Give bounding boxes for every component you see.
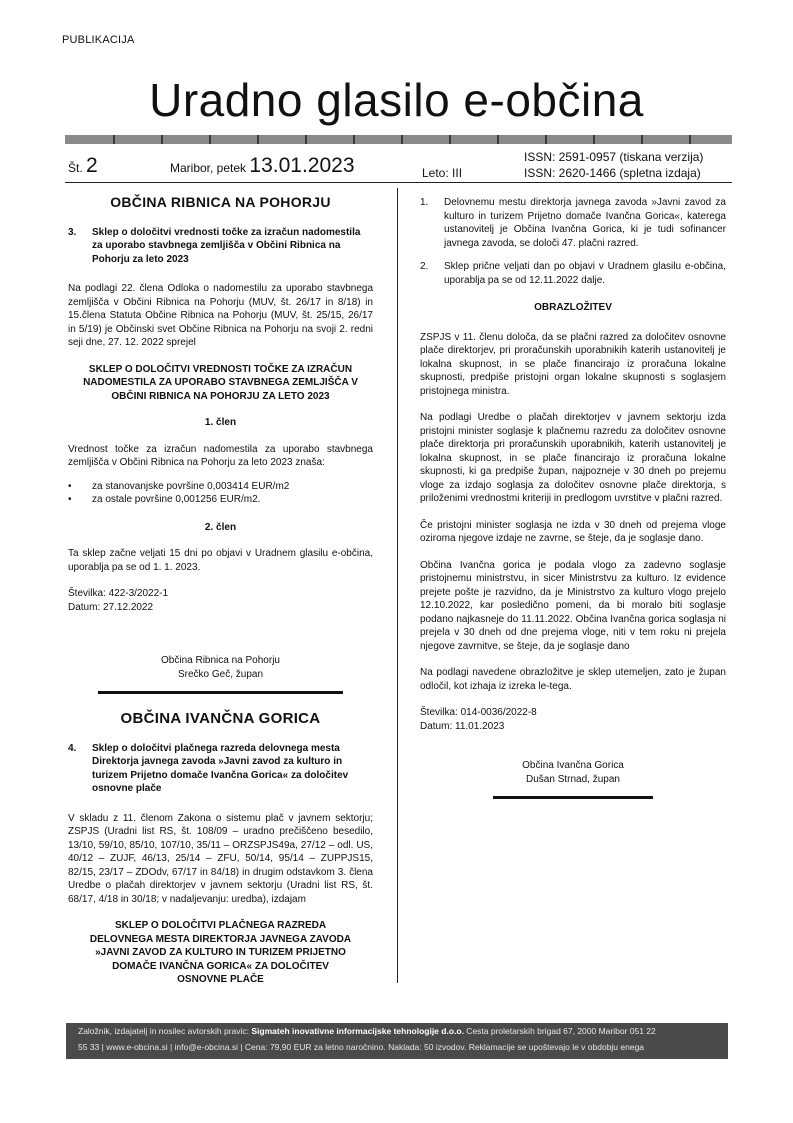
list-item: • za stanovanjske površine 0,003414 EUR/m2 <box>68 480 373 494</box>
value-list <box>68 480 373 507</box>
act-heading <box>68 742 373 796</box>
signature-office: Občina Ivančna Gorica <box>522 760 624 771</box>
masthead-rule <box>65 135 732 144</box>
column-separator <box>397 188 398 983</box>
act-title: Sklep o določitvi plačnega razreda delovnega mesta Direktorja javnega zavoda »Javni zavod za kulturo in turizem Prijetno domače Ivančna Gorica« za določitev osnovne plače <box>92 742 349 794</box>
signature-office: Občina Ribnica na Pohorju <box>161 655 280 666</box>
preamble: Na podlagi 22. člena Odloka o nadomestilu za uporabo stavbnega zemljišča v Občini Ribnica na Pohorju (MUV, št. 26/17 in 8/18) in 15.člena Statuta Občine Ribnica na Pohorju (MUV, št. 25/15, 26/17 in 5/19) je Občinski svet Občine Ribnica na Pohorju na svoji 2. redni seji dne, 27. 12. 2022 sprejel <box>68 283 373 348</box>
act-heading <box>68 226 373 267</box>
right-column <box>420 196 726 817</box>
article-heading: 1. člen <box>204 417 237 428</box>
list-item: 2. Sklep prične veljati dan po objavi v Uradnem glasilu e-občina, uporablja pa se od 12.11.2022 dalje. <box>420 261 726 286</box>
document-number: Številka: 014-0036/2022-8 <box>420 707 537 718</box>
document-number: Številka: 422-3/2022-1 <box>68 588 169 599</box>
issue-number: Št. 2 <box>68 154 98 177</box>
act-number: 4. <box>68 742 77 754</box>
section-title-ivancna: OBČINA IVANČNA GORICA <box>120 710 321 727</box>
left-column <box>68 196 373 1000</box>
issue-year: Leto: III <box>422 166 463 180</box>
signature-block <box>68 654 373 681</box>
list-item: • za ostale površine 0,001256 EUR/m2. <box>68 493 373 507</box>
publisher-footer <box>66 1023 728 1059</box>
explanation-paragraph: ZSPJS v 11. členu določa, da se plačni razred za določitev osnovne plače direktorjev, pri proračunskih uporabnikih katerih ustanovitelj je lokalna skupnost, in se plače financirajo iz proračuna lokalne skupnosti, predpiše pristojni organ lokalne skupnosti s soglasjem pristojnega ministra. <box>420 331 726 397</box>
section-divider <box>98 691 343 694</box>
explanation-paragraph: Na podlagi Uredbe o plačah direktorjev v javnem sektorju izda pristojni minister soglasje k plačnemu razredu za določitev osnovne plače direktorja pri proračunskih uporabnikih, katerih ustanovitelj je lokalna skupnost, in se plače financirajo iz proračuna lokalne skupnosti, ki ga predpiše župan, najpozneje v 30 dneh po prejemu vloge za izdajo soglasja za določitev osnovne plače direktorja, s priloženimi vrednostmi kriteriji in predlogom uvrstitve v plačni razred. <box>420 412 726 504</box>
article-text: Ta sklep začne veljati 15 dni po objavi v Uradnem glasilu e-občina, uporablja pa se od 1. 1. 2023. <box>68 548 373 573</box>
signature-name: Srečko Geč, župan <box>177 668 264 680</box>
issn-web: ISSN: 2620-1466 (spletna izdaja) <box>524 166 701 180</box>
signature-name: Dušan Strnad, župan <box>526 773 620 785</box>
section-divider <box>493 796 653 799</box>
article-heading: 2. člen <box>204 521 237 533</box>
issue-rule <box>65 182 732 183</box>
issue-date: Maribor, petek 13.01.2023 <box>170 154 355 177</box>
issue-info <box>68 148 730 184</box>
publication-label: PUBLIKACIJA <box>62 34 135 46</box>
document-date: Datum: 27.12.2022 <box>68 601 154 613</box>
masthead-title: Uradno glasilo e-občina <box>149 74 644 126</box>
explanation-paragraph: Če pristojni minister soglasja ne izda v 30 dneh od prejema vloge oziroma njegove izdaje ne zavrne, se šteje, da je soglasje dano. <box>420 519 726 544</box>
signature-block <box>420 759 726 786</box>
decision-items <box>420 196 726 287</box>
explanation-heading: OBRAZLOŽITEV <box>534 302 612 313</box>
explanation-paragraph: Na podlagi navedene obrazložitve je sklep utemeljen, zato je župan odločil, kot izhaja iz izreka le-tega. <box>420 667 726 692</box>
preamble: V skladu z 11. členom Zakona o sistemu plač v javnem sektorju; ZSPJS (Uradni list RS, št. 108/09 – uradno prečiščeno besedilo, 13/10, 59/10, 85/10, 107/10, 35/11 – ORZSPJS49a, 27/12 – odl. US, 40/12 – ZUJF, 46/13, 25/14 – ZFU, 50/14, 95/14 – ZUPPJS15, 82/15, 23/17 – ZDOdv, 67/17 in 84/18) in drugim odstavkom 3. člena Uredbe o plačah direktorjev v javnem sektorju (Uradni list RS, št. 68/17, 4/18 in 30/18; v nadaljevanju: uredba), izdajam <box>68 812 373 905</box>
section-title-ribnica: OBČINA RIBNICA NA POHORJU <box>110 194 331 210</box>
issn-print: ISSN: 2591-0957 (tiskana verzija) <box>524 150 704 164</box>
list-item: 1. Delovnemu mestu direktorja javnega zavoda »Javni zavod za kulturo in turizem Prijetno domače Ivančna Gorica«, katerega ustanovitelj je Občina Ivančna Gorica, ki je tudi sofinancer javnega zavoda, se določi 47. plačni razred. <box>420 197 726 249</box>
document-date: Datum: 11.01.2023 <box>420 720 505 732</box>
decision-heading: SKLEP O DOLOČITVI VREDNOSTI TOČKE ZA IZRAČUN NADOMESTILA ZA UPORABO STAVBNEGA ZEMLJIŠČA V OBČINI RIBNICA NA POHORJU ZA LETO 2023 <box>83 363 358 402</box>
explanation-paragraph: Občina Ivančna gorica je podala vlogo za zadevno soglasje pristojnemu ministrstvu, in sicer Ministrstvu za kulturo. Iz evidence prejete pošte je razvidno, da je Ministrstvo za kulturo vlogo prejelo 12.10.2022, kar posledično pomeni, da bi moralo biti soglasje podano najkasneje do 11.11.2022. Občina Ivančna gorica soglasja ni prejela v 30 dneh od dne prejema vloge, niti v tem roku ni prejela njegove zavrnitve, se šteje, da je soglasje dano <box>420 559 726 652</box>
footer-line-1: Založnik, izdajatelj in nosilec avtorskih pravic: Sigmateh inovativne informacijske tehnologije d.o.o. Cesta proletarskih brigad 67, 2000 Maribor 051 22 <box>78 1026 656 1036</box>
article-text: Vrednost točke za izračun nadomestila za uporabo stavbnega zemljišča v Občini Ribnica na Pohorju za leto 2023 znaša: <box>68 443 373 468</box>
decision-heading: SKLEP O DOLOČITVI PLAČNEGA RAZREDA DELOVNEGA MESTA DIREKTORJA JAVNEGA ZAVODA »JAVNI ZAVOD ZA KULTURO IN TURIZEM PRIJETNO DOMAČE IVANČNA GORICA« ZA DOLOČITEV OSNOVNE PLAČE <box>89 920 352 985</box>
act-number: 3. <box>68 226 77 238</box>
act-title: Sklep o določitvi vrednosti točke za izračun nadomestila za uporabo stavbnega zemljišča v Občini Ribnica na Pohorju za leto 2023 <box>92 226 361 265</box>
footer-line-2: 55 33 | www.e-obcina.si | info@e-obcina.si | Cena: 79,90 EUR za letno naročnino. Naklada: 50 izvodov. Reklamacije se upoštevajo le v obdobju enega <box>78 1042 645 1052</box>
